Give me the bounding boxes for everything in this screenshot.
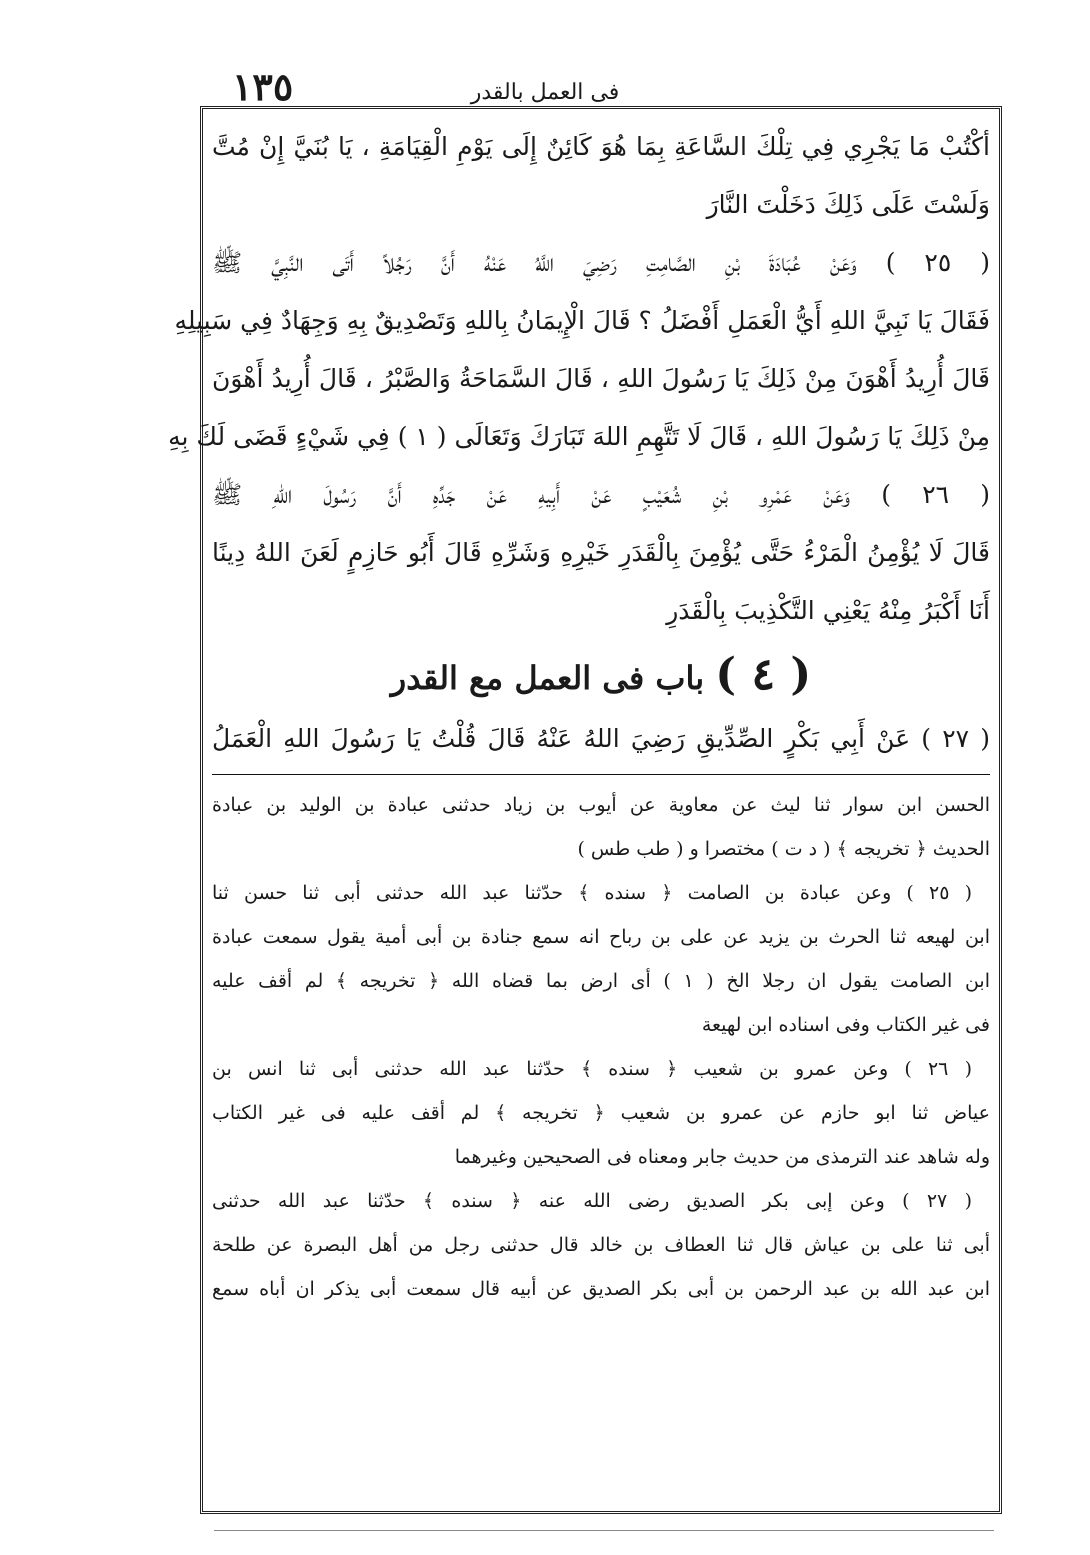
footnote-line: عياض ثنا ابو حازم عن عمرو بن شعيب ﴿ تخريجه ﴾ لم أقف عليه فى غير الكتاب — [212, 1102, 990, 1124]
page-number: ١٣٥ — [232, 64, 294, 109]
running-title: فى العمل بالقدر — [470, 80, 620, 105]
footnote-line: ابن الصامت يقول ان رجلا الخ ( ١ ) أى ارض بما قضاه الله ﴿ تخريجه ﴾ لم أقف عليه — [212, 970, 990, 992]
page-content — [168, 118, 991, 1311]
footer-rule — [214, 1530, 994, 1531]
hadith-line: قَالَ لَا يُؤْمِنُ الْمَرْءُ حَتَّى يُؤْمِنَ بِالْقَدَرِ خَيْرِهِ وَشَرِّهِ قَالَ أَبُو حَازِمٍ لَعَنَ اللهُ دِينًا — [212, 538, 990, 567]
footnote-line: ( ٢٦ ) وعن عمرو بن شعيب ﴿ سنده ﴾ حدّثنا عبد الله حدثنى أبى ثنا انس بن — [212, 1058, 972, 1080]
footnote-line: ابن لهيعه ثنا الحرث بن يزيد عن على بن رباح انه سمع جنادة بن أبى أمية يقول سمعت عبادة — [212, 926, 990, 948]
footnote-line: ( ٢٧ ) وعن إبى بكر الصديق رضى الله عنه ﴿ سنده ﴾ حدّثنا عبد الله حدثنى — [212, 1190, 972, 1212]
hadith-line: أَنَا أَكْبَرُ مِنْهُ يَعْنِي التَّكْذِيبَ بِالْقَدَرِ — [666, 596, 990, 625]
hadith-line: ( ٢٦ ) وَعَنْ عَمْرِو بْنِ شُعَيْبٍ عَنْ أَبِيهِ عَنْ جَدِّهِ أَنَّ رَسُولَ اللهِ ﷺ — [212, 480, 990, 509]
hadith-line: مِنْ ذَلِكَ يَا رَسُولَ اللهِ ، قَالَ لَا تَتَّهِمِ اللهَ تَبَارَكَ وَتَعَالَى ( ١ ) فِي شَيْءٍ قَضَى لَكَ بِهِ — [168, 422, 990, 451]
footnote-line: فى غير الكتاب وفى اسناده ابن لهيعة — [701, 1014, 990, 1036]
footnote-divider — [212, 774, 990, 775]
hadith-line: فَقَالَ يَا نَبِيَّ اللهِ أَيُّ الْعَمَلِ أَفْضَلُ ؟ قَالَ الْإِيمَانُ بِاللهِ وَتَصْدِيقٌ بِهِ وَجِهَادٌ فِي سَبِيلِهِ — [174, 306, 990, 335]
chapter-heading — [212, 640, 990, 710]
hadith-line: ( ٢٧ ) عَنْ أَبِي بَكْرٍ الصِّدِّيقِ رَضِيَ اللهُ عَنْهُ قَالَ قُلْتُ يَا رَسُولَ اللهِ الْعَمَلُ — [212, 724, 991, 753]
footnote-line: وله شاهد عند الترمذى من حديث جابر ومعناه فى الصحيحين وغيرهما — [454, 1146, 990, 1168]
hadith-line: أكْتُبْ مَا يَجْرِي فِي تِلْكَ السَّاعَةِ بِمَا هُوَ كَائِنٌ إِلَى يَوْمِ الْقِيَامَةِ ، يَا بُنَيَّ إِنْ مُتَّ — [212, 132, 990, 161]
hadith-line: قَالَ أُرِيدُ أَهْوَنَ مِنْ ذَلِكَ يَا رَسُولَ اللهِ ، قَالَ السَّمَاحَةُ وَالصَّبْرُ ، قَالَ أُرِيدُ أَهْوَنَ — [212, 364, 990, 393]
footnote-line: أبى ثنا على بن عياش قال ثنا العطاف بن خالد قال حدثنى رجل من أهل البصرة عن طلحة — [212, 1234, 990, 1256]
footnote-line: ( ٢٥ ) وعن عبادة بن الصامت ﴿ سنده ﴾ حدّثنا عبد الله حدثنى أبى ثنا حسن ثنا — [212, 882, 973, 904]
footnote-line: ابن عبد الله بن عبد الرحمن بن أبى بكر الصديق عن أبيه قال سمعت أبى يذكر ان أباه سمع — [212, 1278, 990, 1300]
footnote-line: الحديث ﴿ تخريجه ﴾ ( د ت ) مختصرا و ( طب طس ) — [577, 838, 990, 860]
hadith-line: ( ٢٥ ) وَعَنْ عُبَادَةَ بْنِ الصَّامِتِ رَضِيَ اللَّهُ عَنْهُ أَنَّ رَجُلاً أَتَى النَّبِيَّ ﷺ — [212, 248, 990, 277]
chapter-number: ( ٤ ) — [715, 649, 812, 700]
hadith-line: وَلَسْتَ عَلَى ذَلِكَ دَخَلْتَ النَّارَ — [706, 190, 990, 219]
footnote-line: الحسن ابن سوار ثنا ليث عن معاوية عن أيوب بن زياد حدثنى عبادة بن الوليد بن عبادة — [212, 794, 990, 816]
chapter-title: باب فى العمل مع القدر — [390, 659, 705, 697]
